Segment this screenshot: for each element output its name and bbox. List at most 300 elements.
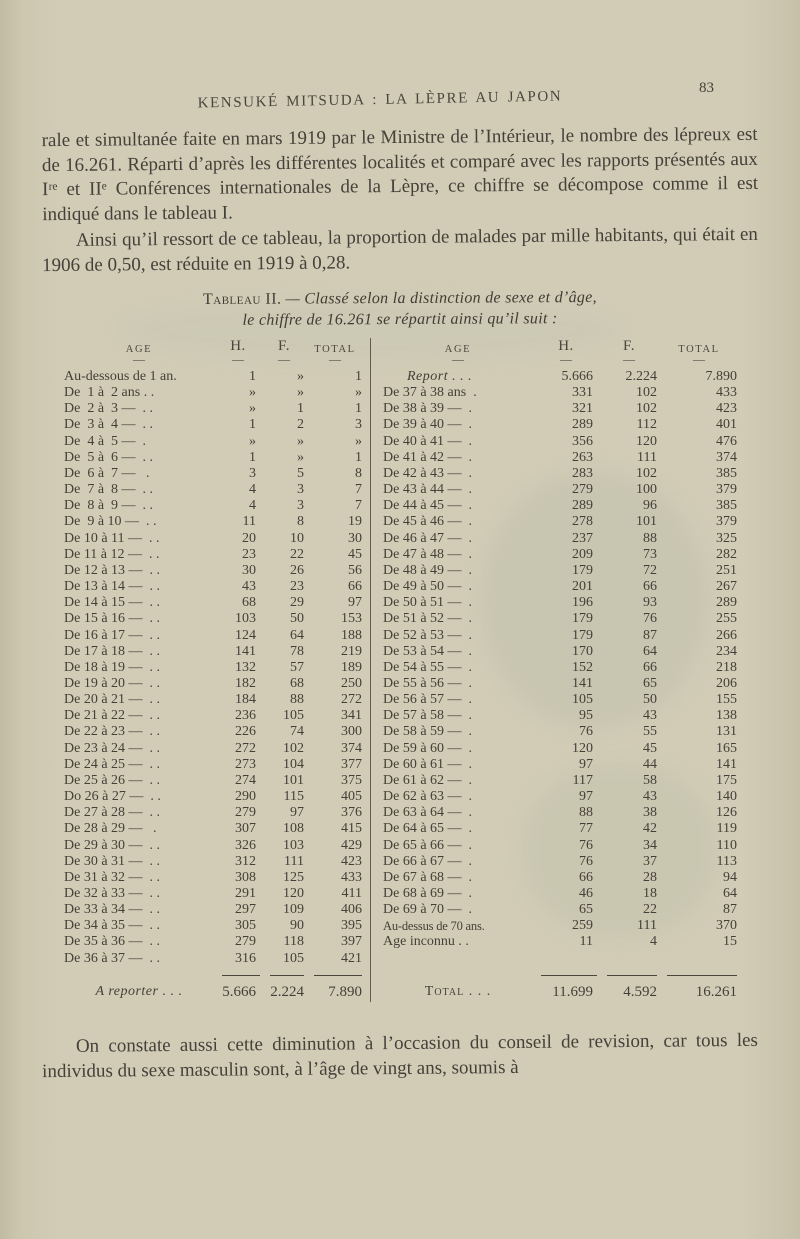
women-count-cell: 3 — [297, 482, 304, 498]
age-range-cell: De 15 à 16 — . . — [64, 611, 161, 627]
sum-rule — [667, 975, 737, 976]
column-header-total — [306, 338, 364, 364]
table-row — [383, 563, 739, 579]
men-count-cell: 279 — [235, 805, 256, 821]
total-count-cell: 234 — [716, 643, 737, 659]
sum-rule — [541, 975, 597, 976]
women-count-cell: 101 — [636, 514, 657, 530]
age-range-cell: De 33 à 34 — . . — [64, 902, 161, 918]
men-count-cell: » — [249, 433, 256, 449]
total-count-cell: 476 — [716, 433, 737, 449]
table-row — [383, 417, 739, 433]
men-count-cell: 321 — [572, 401, 593, 417]
men-count-cell: 182 — [235, 675, 256, 691]
age-range-cell: De 3 à 4 — . . — [64, 417, 154, 433]
men-count-cell: 30 — [242, 562, 256, 578]
total-count-cell: 15 — [723, 934, 737, 950]
total-count-cell: 379 — [716, 482, 737, 498]
total-count-cell: 218 — [716, 659, 737, 675]
grand-total-row — [383, 982, 739, 1002]
women-count-cell: 102 — [636, 385, 657, 401]
women-count-cell: 64 — [643, 643, 657, 659]
women-count-cell: 111 — [284, 853, 304, 869]
column-header-age — [383, 338, 533, 364]
women-count-cell: 10 — [290, 530, 304, 546]
age-range-cell: De 64 à 65 — . — [383, 821, 473, 837]
age-range-cell: De 31 à 32 — . . — [64, 869, 161, 885]
women-count-cell: 34 — [643, 837, 657, 853]
header-dash: — — [232, 352, 244, 366]
column-header-f-label: F. — [623, 338, 635, 354]
total-count-cell: 289 — [716, 595, 737, 611]
women-count-cell: 73 — [643, 546, 657, 562]
total-count-cell: 113 — [716, 853, 737, 869]
table-row — [383, 789, 739, 805]
men-count-cell: 1 — [249, 369, 256, 384]
table-row — [64, 514, 364, 530]
men-count-cell: 237 — [572, 530, 593, 546]
age-range-cell: De 10 à 11 — . . — [64, 530, 160, 546]
women-count-cell: 1 — [297, 401, 304, 417]
men-count-cell: 179 — [572, 562, 593, 578]
total-count-cell: 165 — [716, 740, 737, 756]
total-count-cell: 251 — [716, 562, 737, 578]
total-count-cell: 140 — [716, 789, 737, 805]
total-count-cell: 282 — [716, 546, 737, 562]
age-range-cell: De 58 à 59 — . — [383, 724, 473, 740]
men-count-cell: 132 — [235, 659, 256, 675]
total-count-cell: 7 — [355, 482, 362, 498]
column-header-f — [599, 338, 659, 364]
table-row — [64, 821, 364, 837]
carry-forward-total: 7.890 — [328, 983, 362, 1000]
women-count-cell: 4 — [650, 934, 657, 950]
age-range-cell: De 44 à 45 — . — [383, 498, 473, 514]
men-count-cell: 272 — [235, 740, 256, 756]
women-count-cell: 29 — [290, 595, 304, 611]
women-count-cell: 97 — [290, 805, 304, 821]
age-range-cell: De 45 à 46 — . — [383, 514, 473, 530]
men-count-cell: 95 — [579, 708, 593, 724]
age-range-cell: De 23 à 24 — . . — [64, 740, 161, 756]
total-count-cell: 429 — [341, 837, 362, 853]
total-count-cell: 1 — [355, 401, 362, 417]
total-count-cell: 7.890 — [705, 369, 737, 384]
column-header-total-label: TOTAL — [314, 344, 356, 355]
total-count-cell: » — [355, 385, 362, 401]
table-left-rows — [64, 369, 364, 967]
men-count-cell: 4 — [249, 498, 256, 514]
table-row — [383, 918, 739, 934]
women-count-cell: 103 — [283, 837, 304, 853]
column-header-total — [659, 338, 739, 364]
women-count-cell: 87 — [643, 627, 657, 643]
women-count-cell: 23 — [290, 579, 304, 595]
table-row — [383, 628, 739, 644]
total-count-cell: 188 — [341, 627, 362, 643]
total-count-cell: 1 — [355, 369, 362, 384]
women-count-cell: 45 — [643, 740, 657, 756]
women-count-cell: 111 — [637, 918, 657, 934]
men-count-cell: » — [249, 385, 256, 401]
men-count-cell: 184 — [235, 692, 256, 708]
table-row — [64, 466, 364, 482]
total-count-cell: 1 — [355, 449, 362, 465]
table-row — [383, 434, 739, 450]
rule-spacer — [383, 975, 533, 976]
total-count-cell: 266 — [716, 627, 737, 643]
women-count-cell: 74 — [290, 724, 304, 740]
sum-rule — [607, 975, 657, 976]
women-count-cell: 18 — [643, 886, 657, 901]
total-count-cell: 189 — [341, 659, 362, 675]
women-count-cell: 102 — [636, 465, 657, 481]
table-row — [64, 934, 364, 950]
age-range-cell: De 43 à 44 — . — [383, 482, 473, 498]
men-count-cell: 273 — [235, 756, 256, 772]
age-range-cell: De 7 à 8 — . . — [64, 482, 154, 498]
age-range-cell: De 51 à 52 — . — [383, 611, 473, 627]
table-caption — [42, 286, 758, 332]
women-count-cell: 43 — [643, 789, 657, 805]
total-count-cell: 19 — [348, 514, 362, 530]
table-row — [64, 547, 364, 563]
total-count-cell: 405 — [341, 789, 362, 805]
age-range-cell: De 34 à 35 — . . — [64, 918, 161, 934]
running-header: KENSUKÉ MITSUDA : LA LÈPRE AU JAPON — [197, 88, 563, 112]
header-dash: — — [452, 352, 464, 366]
age-range-cell: De 50 à 51 — . — [383, 595, 473, 611]
women-count-cell: 2 — [297, 417, 304, 433]
table-row — [383, 450, 739, 466]
women-count-cell: 105 — [283, 950, 304, 966]
age-range-cell: Age inconnu . . — [383, 934, 469, 950]
carry-forward-h: 5.666 — [222, 983, 256, 1000]
sum-rules — [64, 975, 364, 976]
women-count-cell: » — [297, 449, 304, 465]
total-count-cell: 119 — [716, 821, 737, 837]
page-body — [41, 123, 759, 1082]
table-row — [64, 450, 364, 466]
table-row — [64, 644, 364, 660]
age-range-cell: De 11 à 12 — . . — [64, 546, 160, 562]
men-count-cell: 201 — [572, 579, 593, 595]
age-range-cell: De 19 à 20 — . . — [64, 675, 161, 691]
table-row — [64, 870, 364, 886]
age-range-cell: De 46 à 47 — . — [383, 530, 473, 546]
total-count-cell: 131 — [716, 724, 737, 740]
age-range-cell: De 13 à 14 — . . — [64, 579, 161, 595]
men-count-cell: 65 — [579, 902, 593, 918]
table-row — [64, 579, 364, 595]
age-range-cell: De 21 à 22 — . . — [64, 708, 161, 724]
column-header-f — [262, 338, 306, 364]
total-count-cell: 385 — [716, 465, 737, 481]
total-count-cell: 415 — [341, 821, 362, 837]
age-range-cell: De 57 à 58 — . — [383, 708, 473, 724]
age-range-cell: De 52 à 53 — . — [383, 627, 473, 643]
age-range-cell: De 9 à 10 — . . — [64, 514, 157, 530]
women-count-cell: 105 — [283, 708, 304, 724]
table-right-footer — [383, 967, 739, 1002]
women-count-cell: 55 — [643, 724, 657, 740]
men-count-cell: 68 — [242, 595, 256, 611]
total-count-cell: 433 — [716, 385, 737, 401]
men-count-cell: 76 — [579, 837, 593, 853]
women-count-cell: 42 — [643, 821, 657, 837]
column-header-h — [533, 338, 599, 364]
table-right-half — [370, 338, 739, 1002]
table-row — [383, 805, 739, 821]
women-count-cell: 22 — [290, 546, 304, 562]
age-range-cell: De 61 à 62 — . — [383, 772, 473, 788]
total-count-cell: 374 — [341, 740, 362, 756]
total-count-cell: 370 — [716, 918, 737, 934]
total-count-cell: 377 — [341, 756, 362, 772]
age-range-cell: De 17 à 18 — . . — [64, 643, 161, 659]
age-range-cell: De 12 à 13 — . . — [64, 562, 161, 578]
women-count-cell: 26 — [290, 562, 304, 578]
paragraph-bottom — [42, 1029, 758, 1084]
header-dash: — — [278, 352, 290, 366]
total-count-cell: 94 — [723, 869, 737, 885]
total-count-cell: 7 — [355, 498, 362, 514]
women-count-cell: 50 — [643, 692, 657, 708]
total-count-cell: 30 — [348, 530, 362, 546]
men-count-cell: 43 — [242, 579, 256, 595]
men-count-cell: 236 — [235, 708, 256, 724]
women-count-cell: 72 — [643, 562, 657, 578]
age-range-cell: De 63 à 64 — . — [383, 805, 473, 821]
total-count-cell: 267 — [716, 579, 737, 595]
table-row — [64, 692, 364, 708]
carry-forward-f: 2.224 — [270, 983, 304, 1000]
men-count-cell: 66 — [579, 869, 593, 885]
total-count-cell: 406 — [341, 902, 362, 918]
table-row — [383, 902, 739, 918]
paragraph-proportion-text: Ainsi qu’il ressort de ce tableau, la proportion de malades par mille habitants, qui était en 1906 de 0,50, est réduite en 1919 à 0,28. — [42, 223, 758, 276]
table-row — [64, 369, 364, 385]
women-count-cell: 43 — [643, 708, 657, 724]
men-count-cell: 290 — [235, 789, 256, 805]
women-count-cell: 104 — [283, 756, 304, 772]
age-range-cell: De 18 à 19 — . . — [64, 659, 161, 675]
total-count-cell: 421 — [341, 950, 362, 966]
total-count-cell: 153 — [341, 611, 362, 627]
table-row — [64, 741, 364, 757]
grand-total-f: 4.592 — [623, 983, 657, 1000]
women-count-cell: 8 — [297, 514, 304, 530]
age-range-cell: De 59 à 60 — . — [383, 740, 473, 756]
total-count-cell: 325 — [716, 530, 737, 546]
age-range-cell: De 68 à 69 — . — [383, 886, 473, 901]
women-count-cell: 65 — [643, 675, 657, 691]
total-count-cell: 175 — [716, 772, 737, 788]
column-header-f-label: F. — [278, 338, 290, 354]
women-count-cell: 44 — [643, 756, 657, 772]
table-row — [383, 644, 739, 660]
men-count-cell: 279 — [572, 482, 593, 498]
total-count-cell: 66 — [348, 579, 362, 595]
grand-total-label: Total . . . — [424, 983, 492, 999]
header-dash: — — [693, 352, 705, 366]
total-count-cell: 87 — [723, 902, 737, 918]
table-row — [383, 741, 739, 757]
table-row — [64, 660, 364, 676]
women-count-cell: 120 — [636, 433, 657, 449]
total-count-cell: 433 — [341, 869, 362, 885]
table-row — [383, 595, 739, 611]
men-count-cell: 312 — [235, 853, 256, 869]
age-range-cell: De 28 à 29 — . — [64, 821, 157, 837]
age-range-cell: De 62 à 63 — . — [383, 789, 473, 805]
women-count-cell: 90 — [290, 918, 304, 934]
table-row — [64, 385, 364, 401]
total-count-cell: 141 — [716, 756, 737, 772]
total-count-cell: 206 — [716, 675, 737, 691]
total-count-cell: » — [355, 433, 362, 449]
table-row — [383, 708, 739, 724]
men-count-cell: 11 — [579, 934, 593, 950]
table-row — [64, 951, 364, 967]
total-count-cell: 376 — [341, 805, 362, 821]
table-row — [64, 531, 364, 547]
age-range-cell: De 2 à 3 — . . — [64, 401, 154, 417]
total-count-cell: 411 — [341, 886, 362, 901]
age-range-cell: De 53 à 54 — . — [383, 643, 473, 659]
age-range-cell: De 6 à 7 — . — [64, 465, 150, 481]
total-count-cell: 126 — [716, 805, 737, 821]
total-count-cell: 155 — [716, 692, 737, 708]
men-count-cell: » — [249, 401, 256, 417]
age-range-cell: De 8 à 9 — . . — [64, 498, 154, 514]
table-row — [64, 708, 364, 724]
men-count-cell: 263 — [572, 449, 593, 465]
age-range-cell: Report . . . — [407, 369, 473, 384]
table-row — [64, 611, 364, 627]
women-count-cell: 109 — [283, 902, 304, 918]
age-range-cell: De 20 à 21 — . . — [64, 692, 161, 708]
age-range-cell: De 22 à 23 — . . — [64, 724, 161, 740]
column-header-age-label: AGE — [125, 344, 153, 355]
table-left-footer — [64, 967, 364, 1002]
men-count-cell: 76 — [579, 724, 593, 740]
table-row — [64, 417, 364, 433]
women-count-cell: 96 — [643, 498, 657, 514]
age-range-cell: De 35 à 36 — . . — [64, 934, 161, 950]
table-row — [383, 482, 739, 498]
column-header-h-label: H. — [558, 338, 574, 354]
age-range-cell: De 39 à 40 — . — [383, 417, 473, 433]
men-count-cell: 283 — [572, 465, 593, 481]
men-count-cell: 11 — [242, 514, 256, 530]
sum-rules — [383, 975, 739, 976]
men-count-cell: 291 — [235, 886, 256, 901]
age-range-cell: De 27 à 28 — . . — [64, 805, 161, 821]
men-count-cell: 307 — [235, 821, 256, 837]
men-count-cell: 77 — [579, 821, 593, 837]
table-row — [383, 369, 739, 385]
table-row — [383, 547, 739, 563]
men-count-cell: 278 — [572, 514, 593, 530]
women-count-cell: 68 — [290, 675, 304, 691]
total-count-cell: 138 — [716, 708, 737, 724]
total-count-cell: 423 — [341, 853, 362, 869]
total-count-cell: 219 — [341, 643, 362, 659]
table-row — [64, 757, 364, 773]
women-count-cell: 102 — [283, 740, 304, 756]
women-count-cell: 37 — [643, 853, 657, 869]
age-range-cell: De 65 à 66 — . — [383, 837, 473, 853]
total-count-cell: 255 — [716, 611, 737, 627]
men-count-cell: 297 — [235, 902, 256, 918]
table-row — [383, 870, 739, 886]
age-range-cell: De 36 à 37 — . . — [64, 950, 161, 966]
total-count-cell: 395 — [341, 918, 362, 934]
age-range-cell: Au-dessous de 1 an. — [64, 369, 177, 384]
men-count-cell: 23 — [242, 546, 256, 562]
women-count-cell: 125 — [283, 869, 304, 885]
men-count-cell: 170 — [572, 643, 593, 659]
men-count-cell: 117 — [572, 772, 593, 788]
total-count-cell: 97 — [348, 595, 362, 611]
age-range-cell: De 5 à 6 — . . — [64, 449, 154, 465]
table-row — [383, 660, 739, 676]
women-count-cell: 5 — [297, 465, 304, 481]
age-range-cell: De 41 à 42 — . — [383, 449, 473, 465]
table-row — [64, 773, 364, 789]
men-count-cell: 120 — [572, 740, 593, 756]
men-count-cell: 179 — [572, 627, 593, 643]
total-count-cell: 250 — [341, 675, 362, 691]
men-count-cell: 105 — [572, 692, 593, 708]
women-count-cell: 100 — [636, 482, 657, 498]
total-count-cell: 374 — [716, 449, 737, 465]
total-count-cell: 45 — [348, 546, 362, 562]
men-count-cell: 103 — [235, 611, 256, 627]
age-range-cell: De 67 à 68 — . — [383, 869, 473, 885]
sum-rule — [270, 975, 304, 976]
total-count-cell: 56 — [348, 562, 362, 578]
age-range-cell: De 37 à 38 ans . — [383, 385, 477, 401]
men-count-cell: 76 — [579, 853, 593, 869]
table-row — [383, 773, 739, 789]
men-count-cell: 259 — [572, 918, 593, 934]
men-count-cell: 152 — [572, 659, 593, 675]
table-caption-label: Tableau II. — [202, 290, 282, 309]
table-row — [383, 385, 739, 401]
total-count-cell: 375 — [341, 772, 362, 788]
women-count-cell: 2.224 — [625, 369, 657, 384]
men-count-cell: 279 — [235, 934, 256, 950]
women-count-cell: 64 — [290, 627, 304, 643]
total-count-cell: 272 — [341, 692, 362, 708]
total-count-cell: 64 — [723, 886, 737, 901]
men-count-cell: 1 — [249, 449, 256, 465]
table-row — [64, 918, 364, 934]
age-range-cell: De 32 à 33 — . . — [64, 886, 161, 901]
carry-forward-label: A reporter . . . — [95, 983, 183, 999]
men-count-cell: 4 — [249, 482, 256, 498]
table-row — [383, 498, 739, 514]
men-count-cell: 46 — [579, 886, 593, 901]
table-caption-line2: le chiffre de 16.261 se répartit ainsi qu’il suit : — [242, 310, 558, 329]
men-count-cell: 209 — [572, 546, 593, 562]
table-row — [383, 514, 739, 530]
table-row — [383, 611, 739, 627]
table-row — [64, 789, 364, 805]
table-row — [64, 838, 364, 854]
